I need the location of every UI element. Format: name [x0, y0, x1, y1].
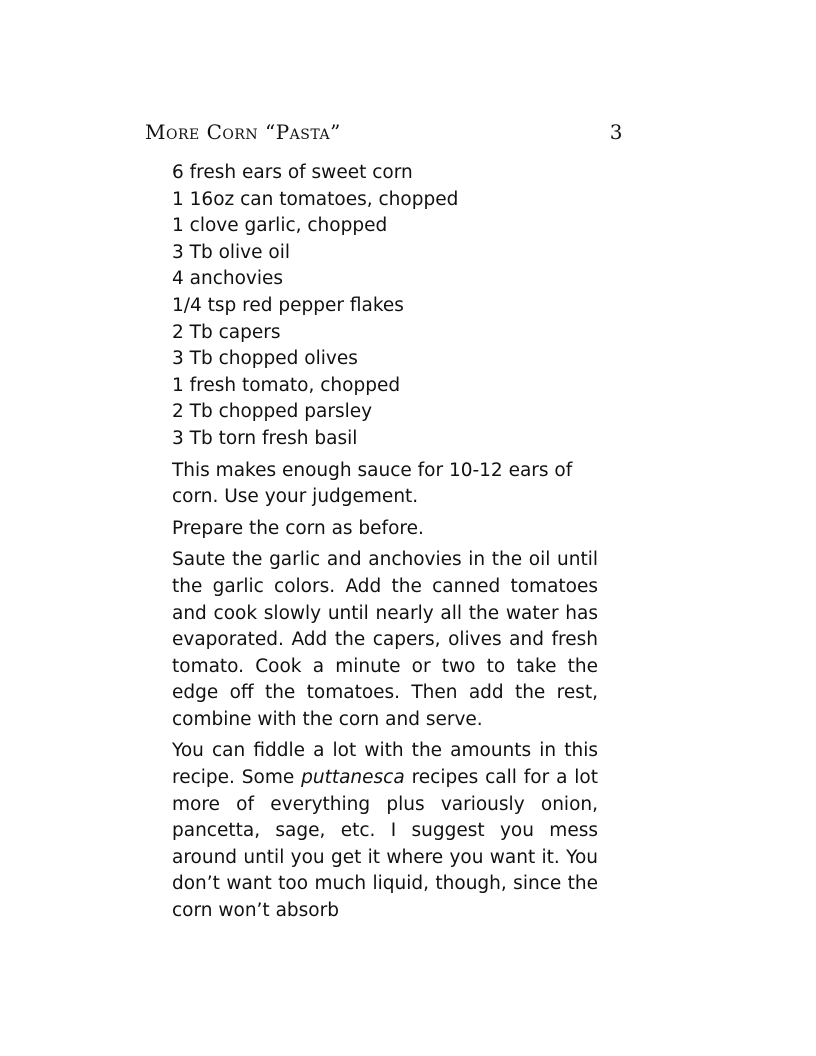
yield-paragraph: This makes enough sauce for 10-12 ears of corn. Use your judgement. [172, 459, 573, 508]
ingredient-item: 1 clove garlic, chopped [172, 215, 388, 237]
page-title: More Corn “Pasta” [145, 120, 341, 144]
ingredient-item: 3 Tb olive oil [172, 241, 290, 263]
ingredient-item: 2 Tb chopped parsley [172, 401, 373, 423]
ingredient-item: 6 fresh ears of sweet corn [172, 162, 413, 183]
notes-paragraph [172, 738, 598, 924]
ingredient-item: 3 Tb torn fresh basil [172, 427, 358, 449]
prepare-paragraph: Prepare the corn as before. [172, 517, 424, 539]
page-number: 3 [609, 120, 623, 144]
ingredient-item: 4 anchovies [172, 268, 284, 290]
ingredient-item: 1 16oz can tomatoes, chopped [172, 188, 459, 210]
notes-text-end: recipes call for a lot more of everything plus variously onion, pancetta, sage, etc. I suggest you mess around until you get it where you want it. You don’t want too much liquid, though, since the corn won’t absorb [172, 767, 598, 922]
ingredient-item: 1 fresh tomato, chopped [172, 374, 401, 396]
notes-text-start: You can fiddle a lot with the amounts in this recipe. Some [172, 740, 598, 789]
running-head [145, 120, 625, 148]
ingredient-item: 1/4 tsp red pepper flakes [172, 294, 404, 316]
ingredient-item: 2 Tb capers [172, 321, 281, 343]
ingredient-list [172, 160, 598, 453]
method-paragraph: Saute the garlic and anchovies in the oil until the garlic colors. Add the canned tomatoes and cook slowly until nearly all the water has evaporated. Add the capers, olives and fresh tomato. Cook a minute or two to take the edge off the tomatoes. Then add the rest, combine with the corn and serve. [172, 549, 598, 730]
notes-emphasis: puttanesca [301, 767, 405, 789]
ingredient-item: 3 Tb chopped olives [172, 348, 358, 370]
recipe-body [172, 160, 598, 930]
